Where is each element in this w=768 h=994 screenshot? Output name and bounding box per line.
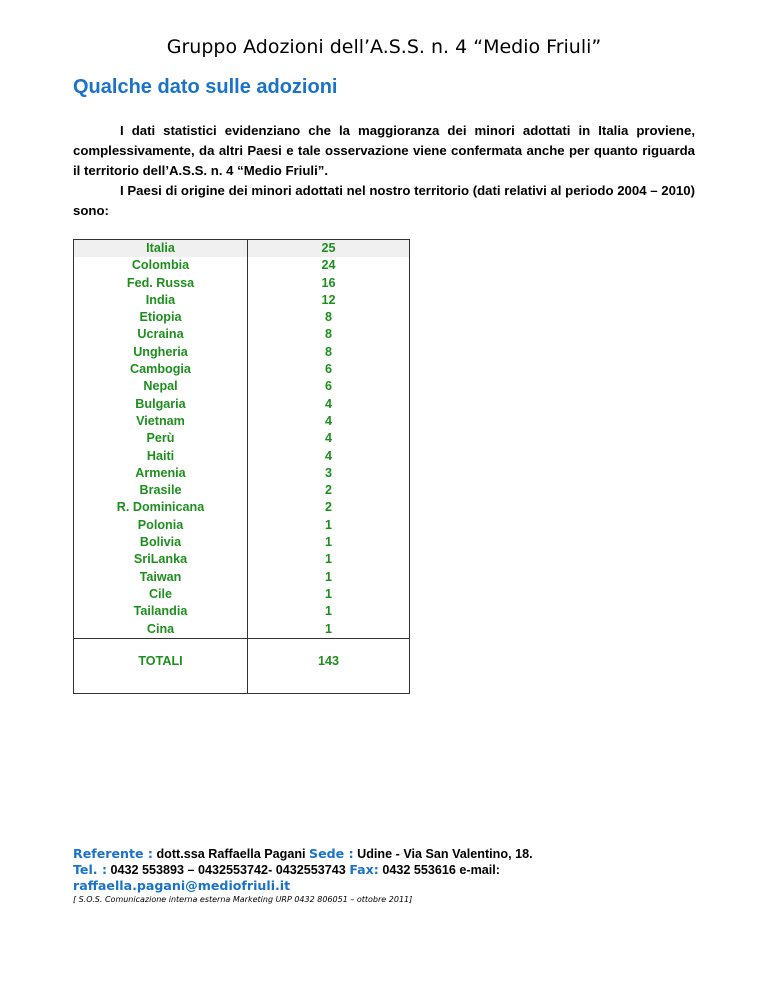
count-cell: 1 [248,621,410,639]
total-separator-row [74,638,410,653]
count-cell: 1 [248,586,410,603]
country-cell: Tailandia [74,603,248,620]
country-cell: Ungheria [74,344,248,361]
count-cell: 1 [248,534,410,551]
intro-paragraph-1: I dati statistici evidenziano che la maggioranza dei minori adottati in Italia proviene, complessivamente, da altri Paesi e tale osservazione viene confermata anche per quanto riguarda il territorio dell’A.S.S. n. 4 “Medio Friuli”. [73,123,695,178]
table-row [74,275,410,292]
country-cell: Taiwan [74,569,248,586]
table-row [74,465,410,482]
country-cell: Ucraina [74,326,248,343]
contact-line-1 [73,846,693,862]
tel-value: 0432 553893 – 0432553742- 0432553743 [106,863,350,877]
table-row [74,344,410,361]
count-cell: 6 [248,361,410,378]
country-cell: Nepal [74,378,248,395]
country-cell: Haiti [74,448,248,465]
count-cell: 1 [248,517,410,534]
country-cell: Bulgaria [74,396,248,413]
sede-value: Udine - Via San Valentino, 18. [353,847,533,861]
referente-value: dott.ssa Raffaella Pagani [152,847,310,861]
country-cell: Perù [74,430,248,447]
table-row [74,621,410,639]
fax-value: 0432 553616 e-mail: [378,863,500,877]
country-cell: R. Dominicana [74,499,248,516]
fax-label: Fax: [349,862,379,877]
count-cell: 8 [248,309,410,326]
adoption-table-body [74,240,410,694]
count-cell: 2 [248,499,410,516]
table-row [74,482,410,499]
table-row [74,292,410,309]
table-row [74,378,410,395]
count-cell: 8 [248,344,410,361]
section-title: Qualche dato sulle adozioni [73,76,338,98]
count-cell: 1 [248,569,410,586]
total-row [74,653,410,694]
total-value-cell [248,653,410,694]
count-cell: 2 [248,482,410,499]
table-row [74,309,410,326]
page-header: Gruppo Adozioni dell’A.S.S. n. 4 “Medio Friuli” [166,36,602,58]
country-cell: Etiopia [74,309,248,326]
total-value: 143 [317,653,339,668]
intro-text [73,121,695,221]
count-cell: 1 [248,603,410,620]
country-cell: Cambogia [74,361,248,378]
table-row [74,240,410,258]
table-row [74,361,410,378]
table-row [74,326,410,343]
sede-label: Sede : [309,846,354,861]
table-row [74,534,410,551]
table-row [74,517,410,534]
count-cell: 4 [248,430,410,447]
country-cell: Brasile [74,482,248,499]
contact-line-3 [73,878,693,894]
country-cell: Fed. Russa [74,275,248,292]
footer-note: [ S.O.S. Comunicazione interna esterna Marketing URP 0432 806051 – ottobre 2011] [73,895,413,904]
separator-cell [74,638,248,653]
tel-label: Tel. : [73,862,107,877]
table-row [74,413,410,430]
intro-paragraph-2: I Paesi di origine dei minori adottati nel nostro territorio (dati relativi al periodo 2004 – 2010) sono: [73,183,695,218]
count-cell: 24 [248,257,410,274]
count-cell: 16 [248,275,410,292]
count-cell: 25 [248,240,410,258]
country-cell: Colombia [74,257,248,274]
count-cell: 4 [248,448,410,465]
table-row [74,396,410,413]
country-cell: Armenia [74,465,248,482]
total-label: TOTALI [138,653,183,668]
table-row [74,603,410,620]
table-row [74,586,410,603]
total-label-cell [74,653,248,694]
table-row [74,257,410,274]
count-cell: 4 [248,396,410,413]
table-row [74,499,410,516]
table-row [74,448,410,465]
count-cell: 4 [248,413,410,430]
contact-footer [73,846,693,894]
count-cell: 8 [248,326,410,343]
country-cell: Cile [74,586,248,603]
count-cell: 3 [248,465,410,482]
adoption-table [73,239,410,694]
country-cell: India [74,292,248,309]
table-row [74,430,410,447]
contact-line-2 [73,862,693,878]
table-row [74,569,410,586]
table-row [74,551,410,568]
count-cell: 1 [248,551,410,568]
country-cell: Bolivia [74,534,248,551]
referente-label: Referente : [73,846,153,861]
separator-cell [248,638,410,653]
count-cell: 12 [248,292,410,309]
email-link[interactable]: raffaella.pagani@mediofriuli.it [73,878,291,893]
country-cell: Polonia [74,517,248,534]
country-cell: Vietnam [74,413,248,430]
count-cell: 6 [248,378,410,395]
country-cell: SriLanka [74,551,248,568]
country-cell: Cina [74,621,248,639]
country-cell: Italia [74,240,248,258]
